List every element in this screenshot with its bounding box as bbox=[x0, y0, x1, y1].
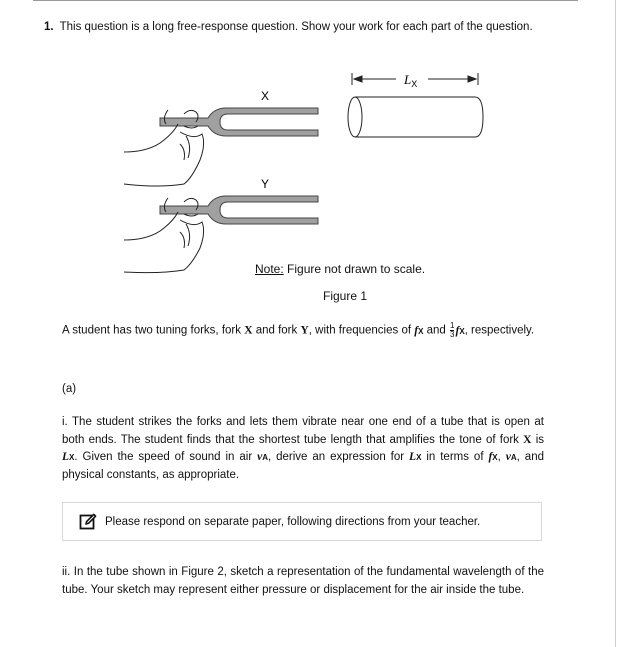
part-a-i-paragraph: i. The student strikes the forks and lets them vibrate near one end of a tube that is open at both ends. The student finds that the shortest tube length that amplifies the tone of fork X is LX. Given the speed of sound in air vA, derive an expression for LX in terms of fX, vA, and physical constants, as appropriate. bbox=[62, 416, 544, 481]
respond-text: Please respond on separate paper, following directions from your teacher. bbox=[105, 516, 481, 528]
note-prefix: Note: bbox=[255, 262, 284, 276]
note-text: Figure not drawn to scale. bbox=[283, 262, 426, 276]
part-a-ii-paragraph: ii. In the tube shown in Figure 2, sketch a representation of the fundamental wavelength of the tube. Your sketch may represent either pressure or displacement for the air inside the tube. bbox=[62, 566, 544, 596]
figure-1 bbox=[100, 60, 520, 290]
fork-y-label: Y bbox=[260, 177, 270, 191]
respond-instruction-box bbox=[62, 502, 542, 541]
open-tube bbox=[348, 97, 483, 137]
edit-icon bbox=[79, 513, 97, 531]
question-header bbox=[44, 21, 533, 33]
figure-note bbox=[255, 262, 425, 276]
question-number: 1. bbox=[44, 21, 54, 33]
right-rule bbox=[615, 0, 616, 647]
tuning-fork-y bbox=[160, 196, 318, 224]
top-rule bbox=[33, 0, 578, 1]
fork-x-label: X bbox=[260, 89, 270, 103]
question-intro: This question is a long free-response question. Show your work for each part of the question. bbox=[59, 21, 533, 33]
tuning-fork-x bbox=[160, 108, 318, 136]
length-label: $L_X$ bbox=[404, 72, 418, 89]
figure-caption: Figure 1 bbox=[323, 289, 368, 303]
part-a-label: (a) bbox=[62, 383, 77, 395]
intro-paragraph: A student has two tuning forks, fork X and fork Y, with frequencies of fX and $\frac{1}{3}$ fX, respectively. bbox=[62, 321, 535, 339]
fraction-one-third: $\frac{1}{3}$ bbox=[450, 321, 455, 339]
